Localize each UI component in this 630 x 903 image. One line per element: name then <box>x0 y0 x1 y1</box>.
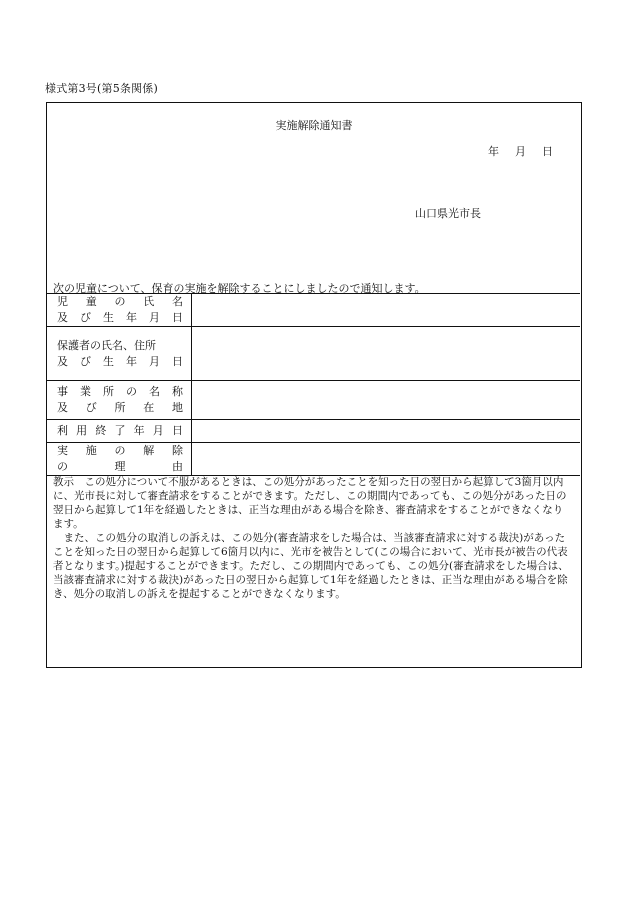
row-label-end-date <box>47 420 192 443</box>
row-label-facility <box>47 381 192 420</box>
label-line: 及 び 所 在 地 <box>57 401 183 414</box>
table-row <box>47 420 580 443</box>
date-month: 月 <box>515 145 526 158</box>
label-line: 実 施 の 解 除 <box>57 444 183 457</box>
label-line: 及 び 生 年 月 日 <box>57 311 183 324</box>
guardian-value[interactable] <box>192 327 581 381</box>
table-row <box>47 294 580 327</box>
row-label-guardian <box>47 327 192 381</box>
intro-text: 次の児童について、保育の実施を解除することにしましたので通知します。 <box>53 282 426 295</box>
row-label-child-name <box>47 294 192 327</box>
notification-form <box>46 102 582 668</box>
date-line <box>488 143 553 159</box>
document-title: 実施解除通知書 <box>275 119 353 132</box>
child-info-table <box>47 293 580 476</box>
notice-paragraph-2: また、この処分の取消しの訴えは、この処分(審査請求をした場合は、当該審査請求に対する裁決)があったことを知った日の翌日から起算して6箇月以内に、光市を被告として(この場合において、光市長が被告の代表者となります。)提起することができます。ただし、この期間内であっても、この処分(審査請求をした場合は、当該審査請求に対する裁決)があった日の翌日から起算して1年を経過したときは、正当な理由がある場合を除き、処分の取消しの訴えを提起することができなくなります。 <box>53 532 569 600</box>
notice-paragraph-1: 教示 この処分について不服があるときは、この処分があったことを知った日の翌日から起算して3箇月以内に、光市長に対して審査請求をすることができます。ただし、この期間内であっても、この処分があった日の翌日から起算して1年を経過したときは、正当な理由がある場合を除き、審査請求をすることができなくなります。 <box>53 476 567 530</box>
table-row <box>47 381 580 420</box>
end-date-value[interactable] <box>192 420 581 443</box>
date-day: 日 <box>542 145 553 158</box>
label-line: 保護者の氏名、住所 <box>57 338 156 352</box>
issuer-name: 山口県光市長 <box>415 207 481 220</box>
label-line: の 理 由 <box>57 460 183 473</box>
reason-value[interactable] <box>192 443 581 476</box>
date-year: 年 <box>488 145 499 158</box>
label-line: 事 業 所 の 名 称 <box>57 385 183 398</box>
row-label-reason <box>47 443 192 476</box>
child-name-value[interactable] <box>192 294 581 327</box>
label-line: 及 び 生 年 月 日 <box>57 354 183 368</box>
label-line: 利 用 終 了 年 月 日 <box>57 424 183 437</box>
facility-value[interactable] <box>192 381 581 420</box>
table-row <box>47 327 580 381</box>
label-line: 児 童 の 氏 名 <box>57 295 183 308</box>
form-number: 様式第3号(第5条関係) <box>45 82 158 95</box>
appeal-notice <box>53 475 573 601</box>
table-row <box>47 443 580 476</box>
